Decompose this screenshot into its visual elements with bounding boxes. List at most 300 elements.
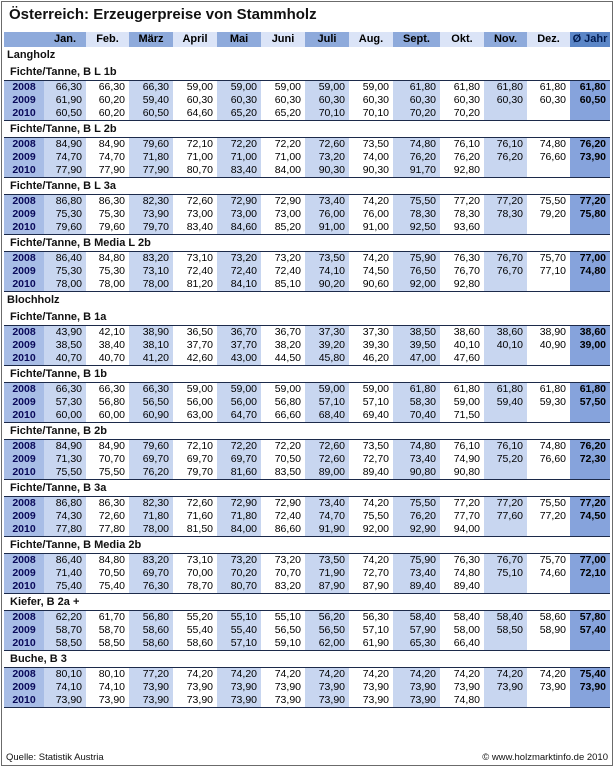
price-cell: 74,10: [305, 265, 349, 278]
price-cell: 73,50: [349, 440, 393, 454]
price-cell: 75,30: [86, 265, 129, 278]
price-cell: 77,20: [440, 195, 484, 209]
price-cell: 84,80: [86, 252, 129, 266]
column-header: Sept.: [393, 32, 440, 47]
price-cell: 81,50: [173, 523, 217, 537]
price-cell: 79,60: [129, 138, 173, 152]
table-row: [4, 352, 610, 366]
price-cell: 74,70: [86, 151, 129, 164]
group-title-row: [4, 64, 610, 81]
price-cell: 63,00: [173, 409, 217, 423]
header-corner: [4, 32, 44, 47]
price-cell: 58,90: [527, 624, 570, 637]
table-body: [4, 32, 610, 708]
price-cell: 73,20: [217, 252, 261, 266]
price-cell: 75,70: [527, 252, 570, 266]
price-cell: 64,70: [217, 409, 261, 423]
price-cell: 75,50: [86, 466, 129, 480]
group-title-row: [4, 178, 610, 195]
group-title-row: [4, 480, 610, 497]
price-cell: 72,90: [261, 195, 305, 209]
price-cell: 74,80: [393, 138, 440, 152]
price-cell: 47,00: [393, 352, 440, 366]
price-cell: 89,40: [393, 580, 440, 594]
annual-average-cell: 77,20: [570, 497, 610, 511]
price-cell: 86,40: [44, 554, 86, 568]
price-cell: 73,90: [129, 208, 173, 221]
price-cell: [484, 637, 527, 651]
annual-average-cell: 77,00: [570, 554, 610, 568]
price-cell: 71,80: [129, 510, 173, 523]
price-cell: 72,60: [305, 453, 349, 466]
price-cell: 74,70: [44, 151, 86, 164]
price-cell: 74,70: [305, 510, 349, 523]
price-cell: 76,20: [393, 510, 440, 523]
price-cell: 77,90: [86, 164, 129, 178]
price-cell: 74,20: [484, 668, 527, 682]
price-cell: 59,00: [261, 383, 305, 397]
price-cell: 61,80: [393, 81, 440, 95]
annual-average-cell: 72,10: [570, 567, 610, 580]
price-cell: 72,20: [217, 138, 261, 152]
price-cell: 66,30: [86, 383, 129, 397]
column-header: Juni: [261, 32, 305, 47]
price-cell: 74,90: [440, 453, 484, 466]
price-cell: 76,10: [484, 138, 527, 152]
group-title: Fichte/Tanne, B L 1b: [10, 66, 117, 78]
price-cell: 61,80: [393, 383, 440, 397]
price-cell: 77,20: [129, 668, 173, 682]
price-cell: 73,90: [349, 681, 393, 694]
table-row: [4, 567, 610, 580]
price-cell: 75,30: [44, 208, 86, 221]
year-cell: 2010: [4, 164, 44, 178]
price-cell: 93,60: [440, 221, 484, 235]
price-cell: 71,60: [173, 510, 217, 523]
price-cell: [484, 107, 527, 121]
price-cell: [527, 580, 570, 594]
price-cell: 76,20: [129, 466, 173, 480]
price-cell: 75,50: [44, 466, 86, 480]
price-cell: 76,10: [484, 440, 527, 454]
table-row: [4, 510, 610, 523]
price-cell: [527, 409, 570, 423]
price-cell: 74,20: [349, 554, 393, 568]
price-cell: 65,30: [393, 637, 440, 651]
price-cell: 80,10: [44, 668, 86, 682]
table-row: [4, 221, 610, 235]
year-cell: 2009: [4, 94, 44, 107]
price-cell: 90,20: [305, 278, 349, 292]
price-cell: 73,10: [173, 252, 217, 266]
price-cell: 72,20: [261, 440, 305, 454]
price-cell: 38,20: [261, 339, 305, 352]
section-title: Langholz: [7, 49, 56, 61]
price-cell: [527, 221, 570, 235]
group-title-row: [4, 537, 610, 554]
price-cell: 70,10: [349, 107, 393, 121]
price-cell: 38,60: [440, 326, 484, 340]
table-row: [4, 339, 610, 352]
price-cell: 79,20: [527, 208, 570, 221]
price-cell: 80,70: [173, 164, 217, 178]
price-cell: 84,10: [217, 278, 261, 292]
price-cell: 79,70: [173, 466, 217, 480]
price-cell: 73,10: [173, 554, 217, 568]
price-cell: 73,90: [305, 681, 349, 694]
price-cell: 72,90: [261, 497, 305, 511]
price-cell: 92,50: [393, 221, 440, 235]
price-cell: 40,90: [527, 339, 570, 352]
price-cell: 75,40: [86, 580, 129, 594]
year-cell: 2008: [4, 252, 44, 266]
price-cell: [527, 694, 570, 708]
year-cell: 2010: [4, 694, 44, 708]
price-cell: 74,20: [261, 668, 305, 682]
price-cell: 43,90: [44, 326, 86, 340]
price-cell: 76,00: [349, 208, 393, 221]
price-cell: 70,00: [173, 567, 217, 580]
price-cell: 60,30: [349, 94, 393, 107]
price-cell: 74,10: [44, 681, 86, 694]
price-cell: 56,50: [305, 624, 349, 637]
price-cell: [484, 409, 527, 423]
annual-average-cell: [570, 164, 610, 178]
price-cell: 84,00: [261, 164, 305, 178]
price-cell: 71,80: [129, 151, 173, 164]
price-cell: 80,70: [217, 580, 261, 594]
price-cell: 76,30: [440, 554, 484, 568]
price-cell: 55,20: [173, 611, 217, 625]
price-cell: 74,00: [349, 151, 393, 164]
price-cell: 40,10: [484, 339, 527, 352]
price-cell: 76,70: [484, 265, 527, 278]
price-cell: 79,60: [129, 440, 173, 454]
year-cell: 2009: [4, 624, 44, 637]
price-cell: 61,70: [86, 611, 129, 625]
column-header: Dez.: [527, 32, 570, 47]
table-row: [4, 694, 610, 708]
price-cell: 66,30: [86, 81, 129, 95]
price-cell: [527, 278, 570, 292]
annual-average-cell: [570, 278, 610, 292]
annual-average-cell: [570, 580, 610, 594]
price-cell: 79,60: [44, 221, 86, 235]
price-cell: 91,00: [349, 221, 393, 235]
source-note: Quelle: Statistik Austria: [6, 752, 104, 763]
price-cell: 70,10: [305, 107, 349, 121]
year-cell: 2008: [4, 195, 44, 209]
annual-average-cell: [570, 466, 610, 480]
price-cell: 90,30: [305, 164, 349, 178]
price-cell: 56,00: [173, 396, 217, 409]
price-cell: 73,90: [527, 681, 570, 694]
price-cell: 56,00: [217, 396, 261, 409]
price-cell: 46,20: [349, 352, 393, 366]
price-cell: 73,40: [393, 567, 440, 580]
price-cell: 86,40: [44, 252, 86, 266]
price-cell: 80,10: [86, 668, 129, 682]
price-cell: 73,90: [349, 694, 393, 708]
price-cell: 71,00: [217, 151, 261, 164]
price-cell: 76,70: [484, 252, 527, 266]
price-cell: 76,00: [305, 208, 349, 221]
annual-average-cell: 61,80: [570, 81, 610, 95]
price-cell: 58,00: [440, 624, 484, 637]
price-cell: 60,00: [44, 409, 86, 423]
price-cell: 73,50: [305, 554, 349, 568]
price-cell: 38,50: [44, 339, 86, 352]
price-cell: 56,50: [129, 396, 173, 409]
price-cell: 74,80: [440, 694, 484, 708]
price-cell: 76,70: [484, 554, 527, 568]
annual-average-cell: 74,80: [570, 265, 610, 278]
group-title: Fichte/Tanne, B Media 2b: [10, 539, 142, 551]
year-cell: 2010: [4, 278, 44, 292]
price-cell: 76,30: [129, 580, 173, 594]
price-cell: 59,40: [484, 396, 527, 409]
price-cell: 58,60: [129, 624, 173, 637]
price-cell: 70,70: [86, 453, 129, 466]
price-cell: 59,40: [129, 94, 173, 107]
price-cell: 66,30: [129, 81, 173, 95]
column-header: Jan.: [44, 32, 86, 47]
price-cell: 92,90: [393, 523, 440, 537]
price-cell: 76,20: [484, 151, 527, 164]
price-cell: 83,20: [129, 554, 173, 568]
table-row: [4, 383, 610, 397]
table-row: [4, 409, 610, 423]
price-cell: 78,30: [484, 208, 527, 221]
table-row: [4, 107, 610, 121]
year-cell: 2009: [4, 265, 44, 278]
price-cell: 61,80: [527, 383, 570, 397]
annual-average-cell: [570, 523, 610, 537]
group-title: Fichte/Tanne, B 2b: [10, 425, 107, 437]
price-cell: 73,90: [305, 694, 349, 708]
year-cell: 2010: [4, 352, 44, 366]
price-cell: 74,20: [349, 668, 393, 682]
table-row: [4, 611, 610, 625]
price-cell: 68,40: [305, 409, 349, 423]
annual-average-cell: 39,00: [570, 339, 610, 352]
price-cell: 59,00: [440, 396, 484, 409]
price-cell: 56,80: [129, 611, 173, 625]
page-title: Österreich: Erzeugerpreise von Stammholz: [9, 6, 317, 23]
price-cell: 42,10: [86, 326, 129, 340]
price-cell: 37,70: [173, 339, 217, 352]
price-cell: 73,40: [305, 195, 349, 209]
price-cell: 74,80: [527, 138, 570, 152]
price-cell: 78,30: [440, 208, 484, 221]
price-cell: 66,40: [440, 637, 484, 651]
price-cell: 70,70: [261, 567, 305, 580]
price-cell: 75,50: [527, 195, 570, 209]
price-cell: 72,40: [261, 265, 305, 278]
price-cell: 75,50: [527, 497, 570, 511]
table-row: [4, 497, 610, 511]
section-row: [4, 292, 610, 310]
price-cell: 55,40: [173, 624, 217, 637]
price-cell: [484, 221, 527, 235]
price-cell: 84,80: [86, 554, 129, 568]
price-cell: 89,00: [305, 466, 349, 480]
price-cell: 38,10: [129, 339, 173, 352]
price-cell: 38,90: [527, 326, 570, 340]
price-cell: 59,10: [261, 637, 305, 651]
price-cell: 60,30: [440, 94, 484, 107]
price-cell: 73,00: [261, 208, 305, 221]
price-cell: 37,70: [217, 339, 261, 352]
price-cell: 73,90: [393, 694, 440, 708]
column-header: Juli: [305, 32, 349, 47]
price-cell: 85,10: [261, 278, 305, 292]
year-cell: 2008: [4, 81, 44, 95]
price-cell: [527, 107, 570, 121]
price-cell: 77,90: [129, 164, 173, 178]
price-cell: 75,10: [484, 567, 527, 580]
group-title: Fichte/Tanne, B 3a: [10, 482, 107, 494]
price-cell: 60,00: [86, 409, 129, 423]
annual-average-cell: [570, 352, 610, 366]
price-cell: 86,30: [86, 195, 129, 209]
price-cell: 36,50: [173, 326, 217, 340]
price-cell: 74,80: [527, 440, 570, 454]
price-cell: 74,80: [393, 440, 440, 454]
table-row: [4, 265, 610, 278]
price-cell: 87,90: [305, 580, 349, 594]
price-cell: 75,50: [393, 195, 440, 209]
price-cell: 61,90: [44, 94, 86, 107]
price-cell: 76,20: [393, 151, 440, 164]
table-row: [4, 208, 610, 221]
price-cell: 55,40: [217, 624, 261, 637]
year-cell: 2010: [4, 409, 44, 423]
annual-average-cell: 73,90: [570, 151, 610, 164]
price-cell: 73,90: [44, 694, 86, 708]
price-cell: 73,00: [217, 208, 261, 221]
price-cell: 72,60: [305, 440, 349, 454]
price-cell: 91,90: [305, 523, 349, 537]
annual-average-cell: [570, 409, 610, 423]
price-cell: 77,70: [440, 510, 484, 523]
price-cell: [527, 637, 570, 651]
year-cell: 2008: [4, 440, 44, 454]
year-cell: 2010: [4, 221, 44, 235]
annual-average-cell: 76,20: [570, 440, 610, 454]
price-cell: 75,40: [44, 580, 86, 594]
price-cell: 76,70: [440, 265, 484, 278]
price-cell: 57,10: [305, 396, 349, 409]
price-cell: 92,00: [393, 278, 440, 292]
price-cell: 73,90: [261, 694, 305, 708]
price-cell: 72,40: [173, 265, 217, 278]
price-cell: 59,00: [349, 81, 393, 95]
price-cell: 69,40: [349, 409, 393, 423]
price-cell: 78,00: [44, 278, 86, 292]
price-cell: 76,10: [440, 138, 484, 152]
price-cell: 39,20: [305, 339, 349, 352]
year-cell: 2008: [4, 668, 44, 682]
price-cell: 60,30: [261, 94, 305, 107]
price-cell: 72,60: [173, 497, 217, 511]
price-cell: 73,90: [440, 681, 484, 694]
year-cell: 2009: [4, 151, 44, 164]
price-cell: 70,40: [393, 409, 440, 423]
year-cell: 2009: [4, 510, 44, 523]
price-cell: 73,90: [261, 681, 305, 694]
price-cell: [484, 352, 527, 366]
annual-average-cell: [570, 637, 610, 651]
year-cell: 2009: [4, 339, 44, 352]
price-cell: 66,30: [129, 383, 173, 397]
price-cell: 56,30: [349, 611, 393, 625]
price-cell: 55,10: [217, 611, 261, 625]
table-row: [4, 278, 610, 292]
price-cell: 36,70: [261, 326, 305, 340]
price-cell: 83,40: [217, 164, 261, 178]
price-cell: 58,40: [440, 611, 484, 625]
price-cell: 86,80: [44, 497, 86, 511]
price-cell: 75,50: [393, 497, 440, 511]
price-cell: 58,60: [129, 637, 173, 651]
annual-average-cell: 38,60: [570, 326, 610, 340]
price-cell: 73,90: [484, 681, 527, 694]
annual-average-cell: 72,30: [570, 453, 610, 466]
table-row: [4, 326, 610, 340]
annual-average-cell: 57,80: [570, 611, 610, 625]
table-row: [4, 554, 610, 568]
price-cell: 60,30: [217, 94, 261, 107]
year-cell: 2008: [4, 554, 44, 568]
group-title-row: [4, 651, 610, 668]
price-cell: 59,00: [217, 383, 261, 397]
column-header: Feb.: [86, 32, 129, 47]
section-title: Blochholz: [7, 294, 60, 306]
annual-average-cell: 75,40: [570, 668, 610, 682]
price-cell: 57,10: [217, 637, 261, 651]
price-cell: 42,60: [173, 352, 217, 366]
annual-average-cell: 57,50: [570, 396, 610, 409]
price-cell: 74,50: [349, 265, 393, 278]
annual-average-cell: 77,00: [570, 252, 610, 266]
price-cell: 71,30: [44, 453, 86, 466]
price-cell: 77,80: [44, 523, 86, 537]
group-title: Kiefer, B 2a +: [10, 596, 80, 608]
annual-average-cell: [570, 221, 610, 235]
group-title: Buche, B 3: [10, 653, 67, 665]
price-cell: 70,50: [261, 453, 305, 466]
price-cell: 72,70: [349, 453, 393, 466]
price-cell: 79,70: [129, 221, 173, 235]
price-cell: 59,00: [305, 81, 349, 95]
price-cell: 39,30: [349, 339, 393, 352]
section-row: [4, 47, 610, 64]
copyright-note: © www.holzmarktinfo.de 2010: [482, 752, 608, 763]
price-cell: 85,20: [261, 221, 305, 235]
price-cell: 84,90: [86, 440, 129, 454]
price-cell: 90,80: [440, 466, 484, 480]
price-cell: 69,70: [217, 453, 261, 466]
price-cell: [527, 352, 570, 366]
price-cell: 40,10: [440, 339, 484, 352]
price-cell: 83,20: [129, 252, 173, 266]
price-cell: [527, 466, 570, 480]
price-cell: 61,80: [484, 81, 527, 95]
column-header: Mai: [217, 32, 261, 47]
table-row: [4, 523, 610, 537]
price-cell: 90,80: [393, 466, 440, 480]
